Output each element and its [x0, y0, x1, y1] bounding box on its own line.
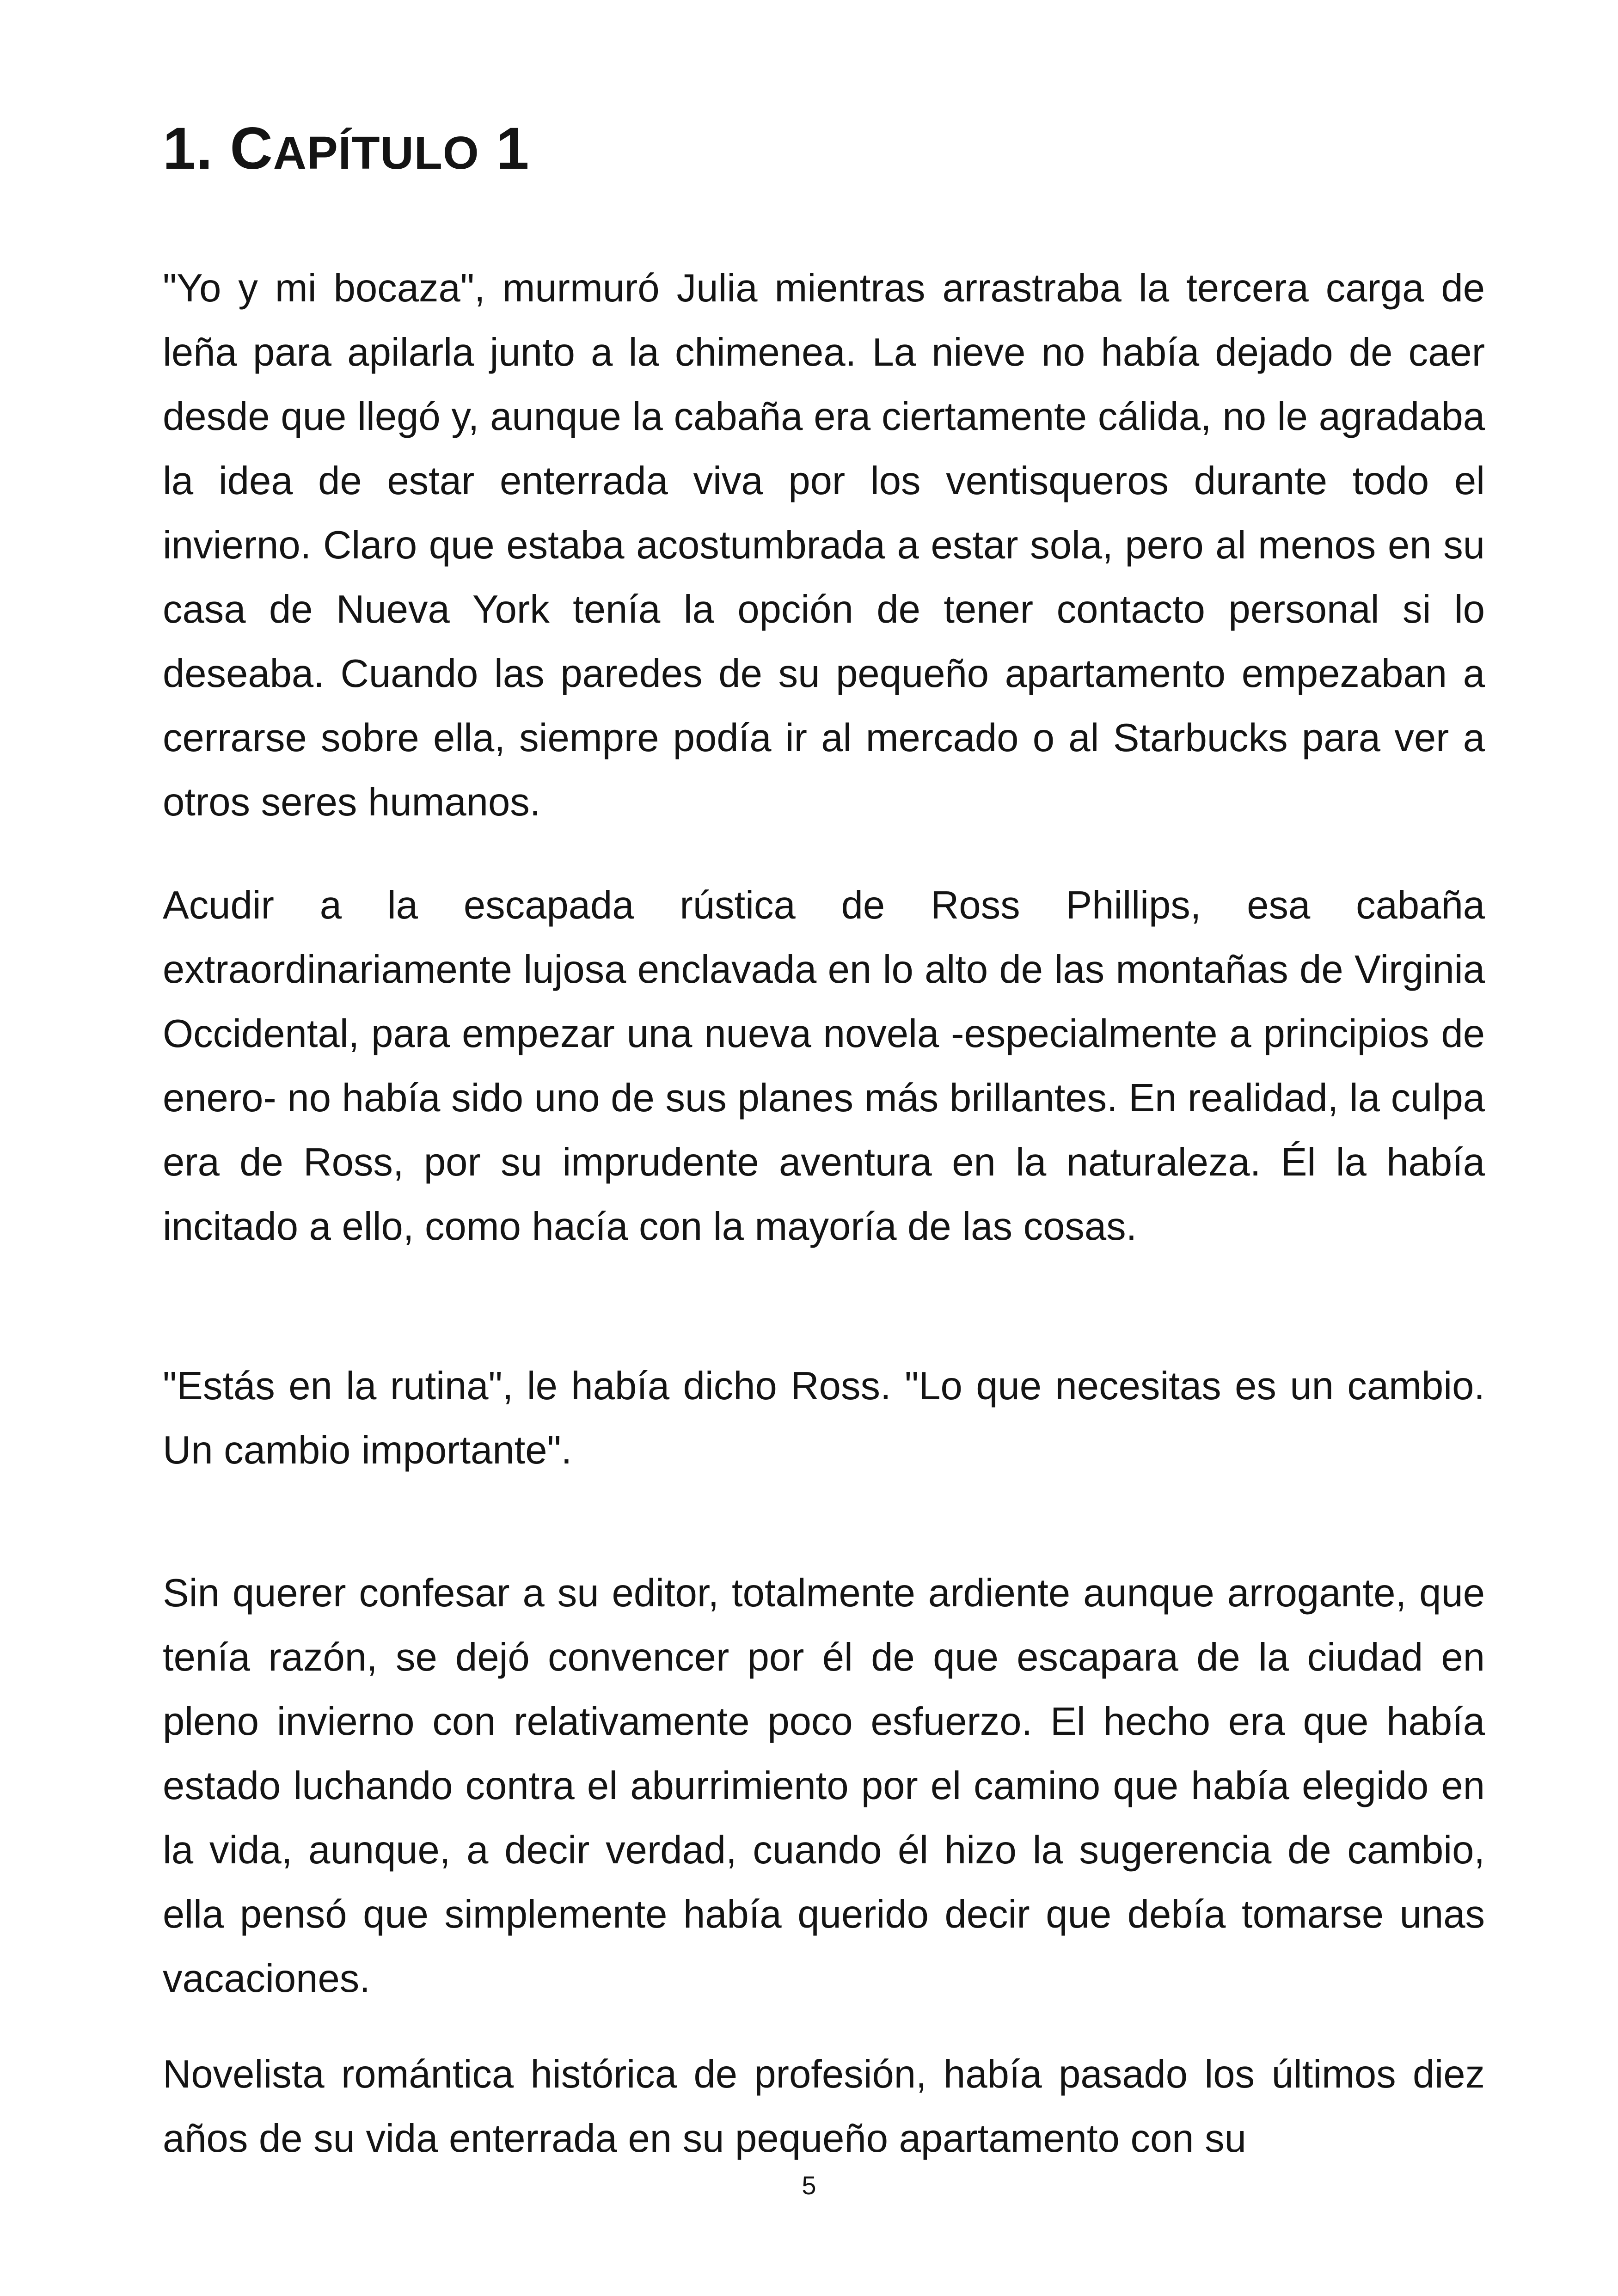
chapter-title-word: APÍTULO: [273, 127, 479, 179]
paragraph: Sin querer confesar a su editor, totalmente ardiente aunque arrogante, que tenía razón, se dejó convencer por él de que escapara de la ciudad en pleno invierno con relativamente poco esfuerzo. El hecho era que había estado luchando contra el aburrimiento por el camino que había elegido en la vida, aunque, a decir verdad, cuando él hizo la sugerencia de cambio, ella pensó que simplemente había querido decir que debía tomarse unas vacaciones.: [163, 1571, 1485, 2001]
chapter-number: 1.: [163, 116, 213, 182]
page-number: 5: [802, 2171, 816, 2200]
chapter-title-initial: C: [230, 116, 273, 182]
paragraph: "Estás en la rutina", le había dicho Ross. "Lo que necesitas es un cambio. Un cambio importante".: [163, 1364, 1485, 1472]
paragraph: "Yo y mi bocaza", murmuró Julia mientras arrastraba la tercera carga de leña para apilarla junto a la chimenea. La nieve no había dejado de caer desde que llegó y, aunque la cabaña era ciertamente cálida, no le agradaba la idea de estar enterrada viva por los ventisqueros durante todo el invierno. Claro que estaba acostumbrada a estar sola, pero al menos en su casa de Nueva York tenía la opción de tener contacto personal si lo deseaba. Cuando las paredes de su pequeño apartamento empezaban a cerrarse sobre ella, siempre podía ir al mercado o al Starbucks para ver a otros seres humanos.: [163, 266, 1485, 824]
chapter-title: [163, 116, 530, 182]
chapter-title-suffix: 1: [496, 116, 530, 182]
paragraph: Acudir a la escapada rústica de Ross Phillips, esa cabaña extraordinariamente lujosa enclavada en lo alto de las montañas de Virginia Occidental, para empezar una nueva novela -especialmente a principios de enero- no había sido uno de sus planes más brillantes. En realidad, la culpa era de Ross, por su imprudente aventura en la naturaleza. Él la había incitado a ello, como hacía con la mayoría de las cosas.: [163, 883, 1485, 1249]
paragraph: Novelista romántica histórica de profesión, había pasado los últimos diez años de su vida enterrada en su pequeño apartamento con su: [163, 2052, 1485, 2161]
